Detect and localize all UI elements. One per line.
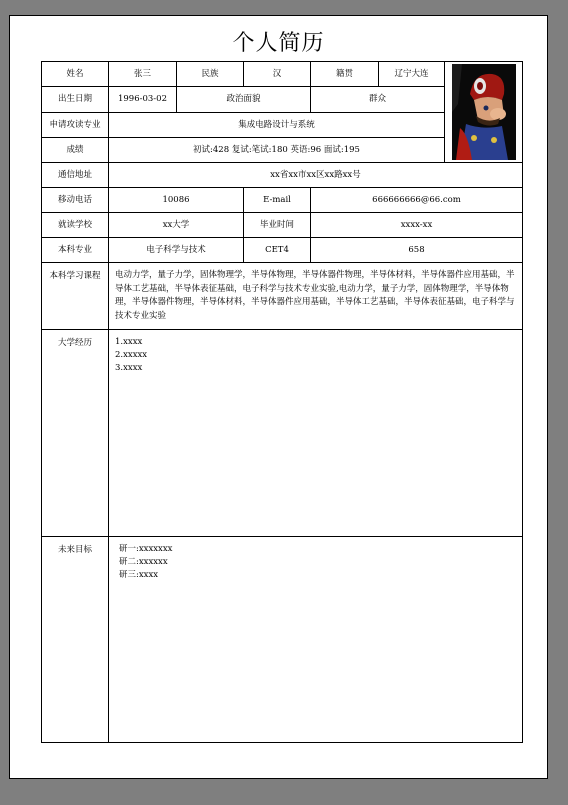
experience-item: 1.xxxx: [115, 337, 143, 347]
phone-value: 10086: [109, 188, 244, 213]
grad-value: xxxx-xx: [311, 213, 523, 238]
address-label: 通信地址: [42, 163, 109, 188]
email-label: E-mail: [244, 188, 311, 213]
school-label: 就读学校: [42, 213, 109, 238]
ethnic-label: 民族: [177, 62, 244, 87]
goal-item: 研二:xxxxxx: [119, 557, 168, 568]
major-apply-label: 申请攻读专业: [42, 112, 109, 137]
courses-text: 电动力学，量子力学，固体物理学，半导体物理，半导体器件物理，半导体材料，半导体器件应用基础，半导体工艺基础，半导体表征基础，电子科学与技术专业实验,电动力学，量子力学，固体物理学，半导体物理，半导体器件物理，半导体材料，半导体器件应用基础，半导体工艺基础，半导体表征基础，电子科学与技术专业实验: [109, 263, 523, 330]
resume-table: [41, 61, 523, 743]
cet-label: CET4: [244, 238, 311, 263]
major-apply-value: 集成电路设计与系统: [109, 112, 445, 137]
score-label: 成绩: [42, 137, 109, 162]
photo-cell: [445, 62, 523, 163]
profile-photo: [452, 64, 516, 160]
native-label: 籍贯: [311, 62, 379, 87]
page-title: 个人简历: [232, 31, 325, 56]
ethnic-value: 汉: [244, 62, 311, 87]
experience-label: 大学经历: [42, 330, 109, 537]
dob-label: 出生日期: [42, 87, 109, 112]
experience-item: 3.xxxx: [115, 363, 143, 374]
major-label: 本科专业: [42, 238, 109, 263]
goal-item: 研三:xxxx: [119, 570, 159, 581]
political-label: 政治面貌: [177, 87, 311, 112]
goal-item: 研一:xxxxxxx: [119, 544, 173, 554]
name-value: 张三: [109, 62, 177, 87]
avatar-icon: [452, 64, 516, 160]
resume-page: [9, 15, 548, 779]
political-value: 群众: [311, 87, 445, 112]
goals-content: [109, 537, 523, 743]
email-value: 666666666@66.com: [311, 188, 523, 213]
courses-label: 本科学习课程: [42, 263, 109, 330]
school-value: xx大学: [109, 213, 244, 238]
experience-item: 2.xxxxx: [115, 350, 148, 361]
major-value: 电子科学与技术: [109, 238, 244, 263]
phone-label: 移动电话: [42, 188, 109, 213]
native-value: 辽宁大连: [379, 62, 445, 87]
experience-content: [109, 330, 523, 537]
address-value: xx省xx市xx区xx路xx号: [109, 163, 523, 188]
cet-value: 658: [311, 238, 523, 263]
name-label: 姓名: [42, 62, 109, 87]
grad-label: 毕业时间: [244, 213, 311, 238]
score-value: 初试:428 复试:笔试:180 英语:96 面试:195: [109, 137, 445, 162]
dob-value: 1996-03-02: [109, 87, 177, 112]
goals-label: 未来目标: [42, 537, 109, 743]
